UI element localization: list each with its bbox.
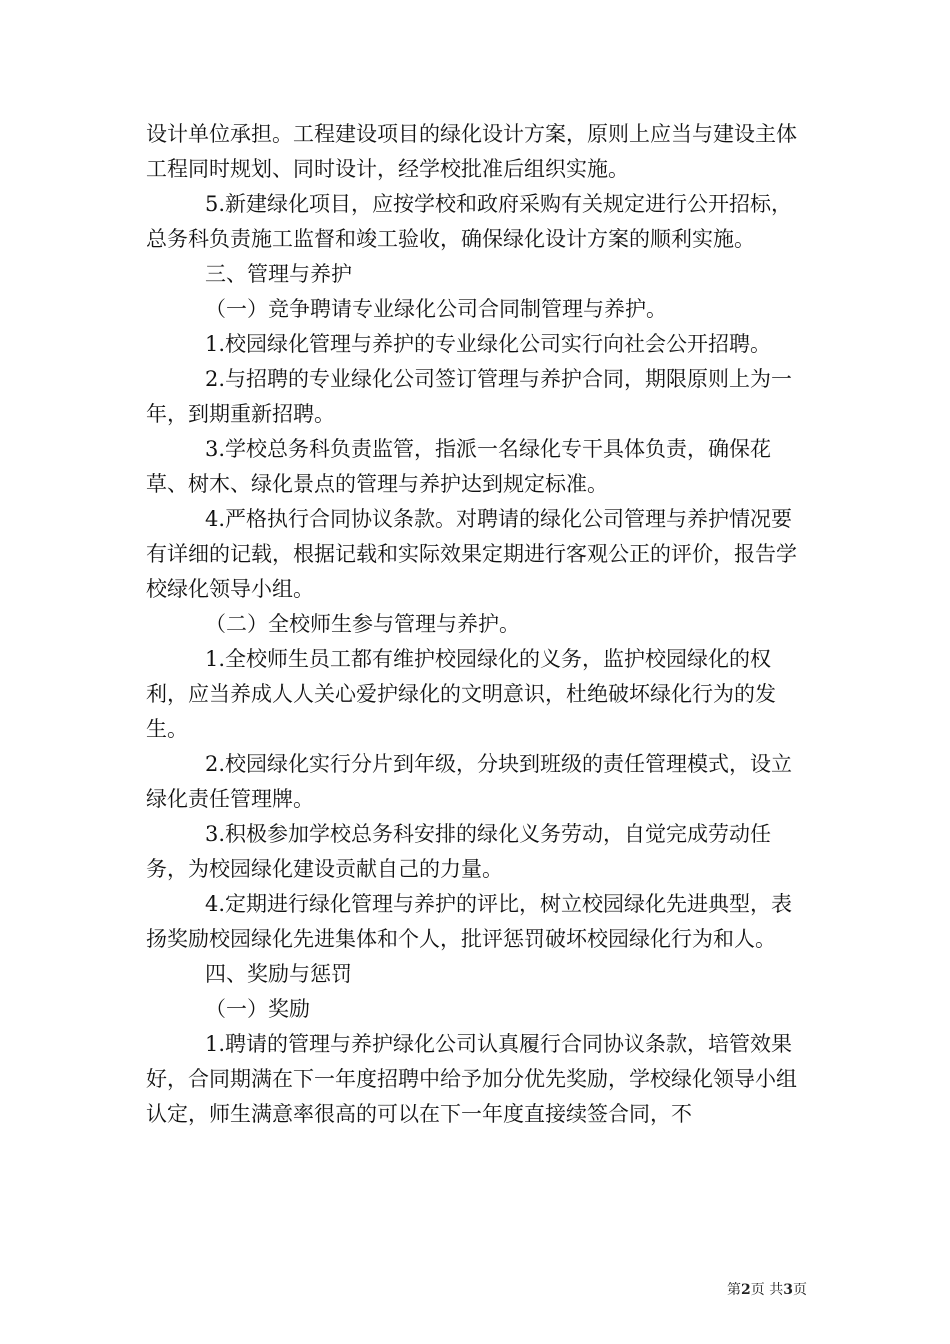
paragraph: 1.聘请的管理与养护绿化公司认真履行合同协议条款，培管效果好，合同期满在下一年度招聘中给予加分优先奖励，学校绿化领导小组认定，师生满意率很高的可以在下一年度直接续签合同，不 xyxy=(146,1032,797,1126)
subsection-heading: （二）全校师生参与管理与养护。 xyxy=(205,612,520,636)
section-heading: 四、奖励与惩罚 xyxy=(205,962,352,986)
paragraph: 1.校园绿化管理与养护的专业绿化公司实行向社会公开招聘。 xyxy=(205,332,772,356)
paragraph: 5.新建绿化项目，应按学校和政府采购有关规定进行公开招标，总务科负责施工监督和竣工验收，确保绿化设计方案的顺利实施。 xyxy=(146,192,793,251)
document-body xyxy=(146,117,806,1132)
paragraph: 4.定期进行绿化管理与养护的评比，树立校园绿化先进典型，表扬奖励校园绿化先进集体和个人，批评惩罚破坏校园绿化行为和人。 xyxy=(146,892,793,951)
footer-suffix: 页 xyxy=(793,1282,807,1298)
paragraph: 1.全校师生员工都有维护校园绿化的义务，监护校园绿化的权利，应当养成人人关心爱护绿化的文明意识，杜绝破坏绿化行为的发生。 xyxy=(146,647,776,741)
paragraph: 3.积极参加学校总务科安排的绿化义务劳动，自觉完成劳动任务，为校园绿化建设贡献自己的力量。 xyxy=(146,822,772,881)
footer-middle: 页 共 xyxy=(750,1282,784,1298)
page-footer xyxy=(727,1279,807,1299)
paragraph: 3.学校总务科负责监管，指派一名绿化专干具体负责，确保花草、树木、绿化景点的管理与养护达到规定标准。 xyxy=(146,437,772,496)
paragraph: 2.校园绿化实行分片到年级，分块到班级的责任管理模式，设立绿化责任管理牌。 xyxy=(146,752,793,811)
footer-prefix: 第 xyxy=(727,1282,742,1298)
footer-page-number: 2 xyxy=(741,1282,751,1298)
section-heading: 三、管理与养护 xyxy=(205,262,352,286)
footer-total-pages: 3 xyxy=(783,1282,793,1298)
subsection-heading: （一）竞争聘请专业绿化公司合同制管理与养护。 xyxy=(205,297,667,321)
paragraph: 设计单位承担。工程建设项目的绿化设计方案，原则上应当与建设主体工程同时规划、同时设计，经学校批准后组织实施。 xyxy=(146,122,797,181)
paragraph: 2.与招聘的专业绿化公司签订管理与养护合同，期限原则上为一年，到期重新招聘。 xyxy=(146,367,793,426)
subsection-heading: （一）奖励 xyxy=(205,997,310,1021)
paragraph: 4.严格执行合同协议条款。对聘请的绿化公司管理与养护情况要有详细的记载，根据记载和实际效果定期进行客观公正的评价，报告学校绿化领导小组。 xyxy=(146,507,797,601)
